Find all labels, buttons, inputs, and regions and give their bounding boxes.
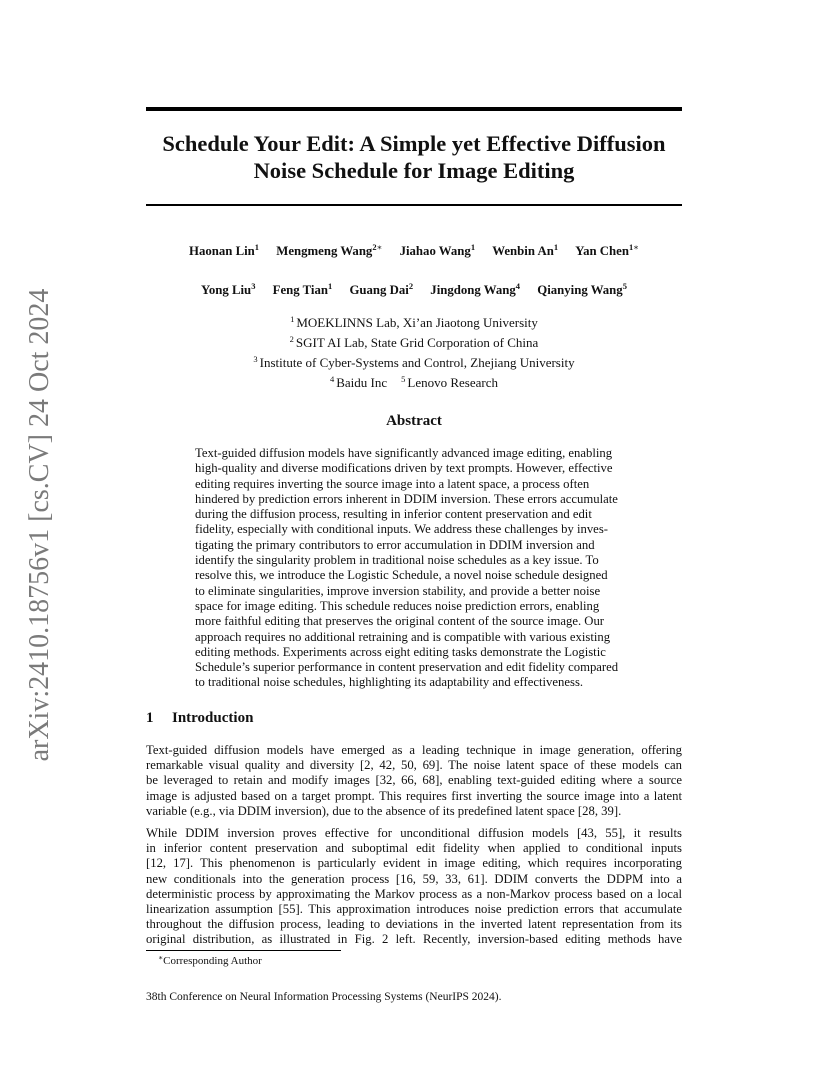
affiliation-line: $^3$ Institute of Cyber-Systems and Control, Zhejiang University [253, 354, 575, 370]
affiliation-line: $^1$ MOEKLINNS Lab, Xi’an Jiaotong University [290, 314, 538, 330]
abstract-line: during the diffusion process, resulting in inferior content preservation and edit [195, 507, 592, 522]
abstract-line: to traditional noise schedules, highlighting its adaptability and effectiveness. [195, 675, 584, 690]
authors-row-1 [120, 242, 708, 259]
body-line: [12, 17]. This phenomenon is particularly evident in image editing, which requires incorporating [146, 856, 682, 871]
author: Wenbin An$^1$ [492, 242, 559, 258]
abstract-line: Schedule’s superior performance in content preservation and edit fidelity compared [195, 660, 619, 675]
title-line-1: Schedule Your Edit: A Simple yet Effective Diffusion [162, 131, 666, 156]
abstract-line: editing requires inverting the source image into a latent space, a process often [195, 476, 590, 491]
body-line: be leveraged to retain and modify images [32, 66, 68], enabling text-guided editing where a source [146, 773, 682, 788]
author: Yan Chen$^{1∗}$ [575, 242, 639, 258]
intro-paragraph-1 [146, 743, 682, 819]
author: Jingdong Wang$^4$ [430, 281, 521, 297]
abstract-line: approach requires no additional retraining and is compatible with various existing [195, 629, 611, 644]
affiliation-line: $^4$ Baidu Inc $^5$ Lenovo Research [329, 374, 498, 390]
title-top-rule [146, 107, 682, 111]
body-line: While DDIM inversion proves effective for unconditional diffusion models [43, 55], it results [146, 826, 682, 840]
body-line: throughout the diffusion process, leading to deviations in the inverted latent representation from its [146, 917, 682, 932]
section-title: Introduction [172, 710, 254, 726]
section-heading-introduction [146, 710, 253, 727]
affiliations [146, 311, 682, 391]
arxiv-stamp-text: arXiv:2410.18756v1 [cs.CV] 24 Oct 2024 [24, 288, 55, 762]
authors-row-2 [120, 281, 708, 298]
body-line: Text-guided diffusion models have emerged as a leading technique in image generation, offering [146, 743, 682, 757]
author: Mengmeng Wang$^{2∗}$ [276, 242, 383, 258]
abstract-line: space for image editing. This schedule reduces noise prediction errors, enabling [195, 598, 600, 613]
footnote [158, 953, 262, 967]
body-line: original distribution, as illustrated in Fig. 2 left. Recently, inversion-based editing methods have [146, 932, 682, 947]
abstract-line: Text-guided diffusion models have significantly advanced image editing, enabling [195, 446, 613, 460]
affiliation-line: $^2$ SGIT AI Lab, State Grid Corporation of China [289, 334, 539, 350]
body-line: new conditionals into the generation process [16, 59, 33, 61]. DDIM converts the DDPM into a [146, 871, 682, 886]
author: Jiahao Wang$^1$ [399, 242, 476, 258]
abstract-line: hindered by prediction errors inherent in DDIM inversion. These errors accumulate [195, 491, 618, 506]
body-line: linearization assumption [55]. This approximation introduces noise prediction errors that accumulate [146, 902, 682, 917]
author: Guang Dai$^2$ [349, 281, 414, 297]
abstract-line: identify the singularity problem in traditional noise schedules as a key issue. To [195, 553, 599, 568]
footnote-rule [146, 950, 341, 951]
title-bottom-rule [146, 204, 682, 206]
intro-paragraph-2 [146, 826, 682, 948]
author: Qianying Wang$^5$ [537, 281, 627, 297]
body-line: remarkable visual quality and diversity [2, 42, 50, 69]. The noise latent space of these models can [146, 758, 682, 773]
abstract-line: resolve this, we introduce the Logistic Schedule, a novel noise schedule designed [195, 568, 608, 583]
section-number: 1 [146, 710, 154, 726]
abstract-line: editing methods. Experiments across eight editing tasks demonstrate the Logistic [195, 644, 606, 659]
abstract-line: more faithful editing that preserves the original content of the source image. Our [195, 614, 605, 629]
abstract-line: high-quality and diverse modifications driven by text prompts. However, effective [195, 461, 613, 476]
body-line: image is adjusted based on a target prompt. This requires first inverting the source image into a latent [146, 788, 682, 803]
author: Haonan Lin$^1$ [188, 242, 260, 258]
body-line: variable (e.g., via DDIM inversion), due to the absence of its predefined latent space [28, 39]. [146, 803, 622, 818]
abstract-line: to eliminate singularities, improve inversion stability, and provide a better noise [195, 583, 601, 598]
abstract-line: tigating the primary contributors to error accumulation in DDIM inversion and [195, 537, 595, 552]
conference-note: 38th Conference on Neural Information Processing Systems (NeurIPS 2024). [146, 991, 502, 1003]
abstract-line: fidelity, especially with conditional inputs. We address these challenges by inves- [195, 522, 608, 537]
paper-title [146, 130, 682, 184]
author: Yong Liu$^3$ [201, 281, 256, 297]
body-line: deterministic process by approximating the Markov process as a non-Markov process based on a local [146, 886, 682, 901]
author: Feng Tian$^1$ [272, 281, 333, 297]
body-line: in inferior content preservation and suboptimal edit fidelity when applied to conditional inputs [146, 841, 682, 856]
abstract-body [195, 446, 634, 691]
abstract-heading: Abstract [386, 413, 442, 429]
title-line-2: Noise Schedule for Image Editing [253, 158, 575, 183]
footnote-text: Corresponding Author [163, 955, 262, 967]
footnote-mark: ∗ [158, 953, 164, 962]
